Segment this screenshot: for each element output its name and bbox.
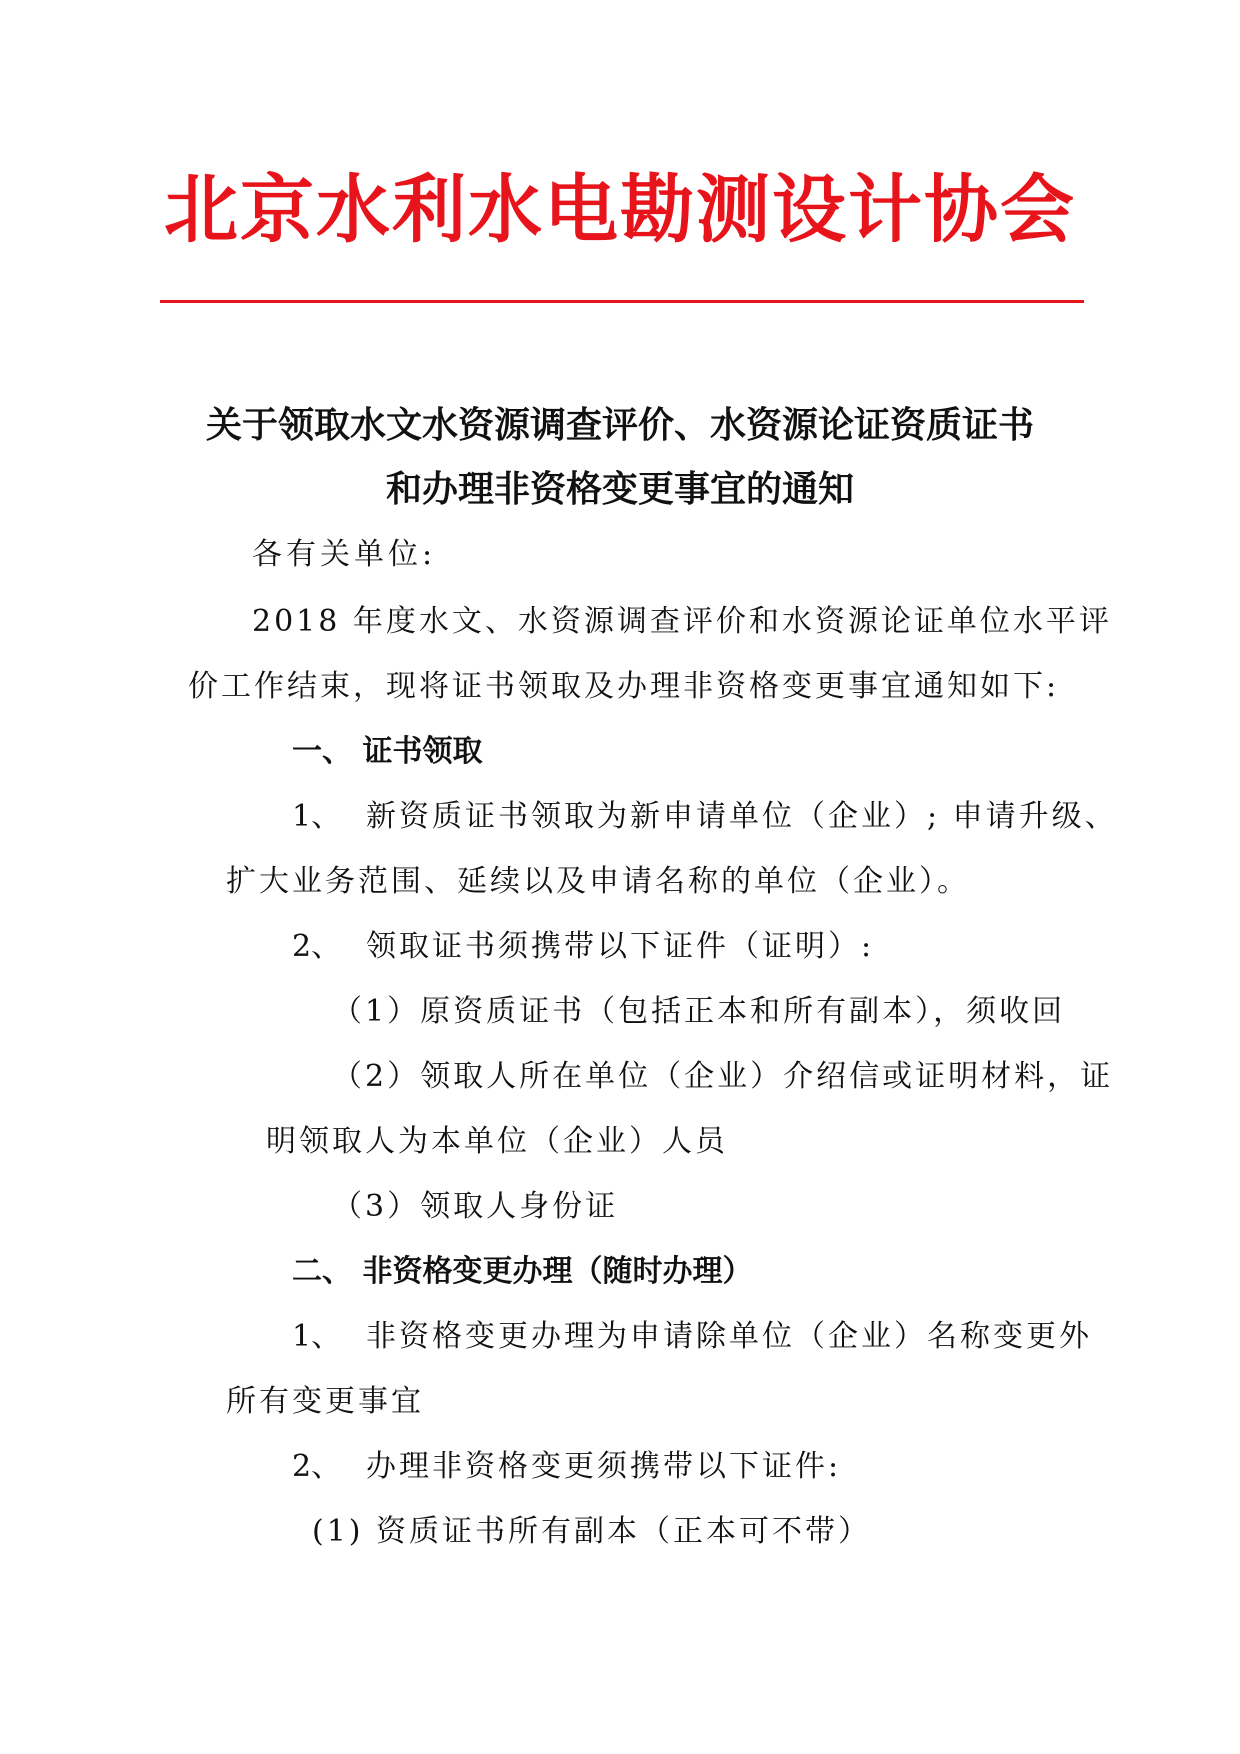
intro-line-2: 价工作结束，现将证书领取及办理非资格变更事宜通知如下: <box>188 669 1060 704</box>
section-1-item-2-sub-2-line-2: 明领取人为本单位（企业）人员 <box>266 1124 728 1159</box>
letterhead-org-name: 北京水利水电勘测设计协会 <box>164 167 1076 253</box>
section-2-item-1-number: 1、 <box>292 1319 342 1354</box>
section-2-item-2-sub-1: (1) 资质证书所有副本（正本可不带） <box>312 1514 872 1549</box>
section-1-item-1-number: 1、 <box>292 799 342 834</box>
section-2-item-2-number: 2、 <box>292 1449 342 1484</box>
intro-line-1: 2018 年度水文、水资源调查评价和水资源论证单位水平评 <box>252 604 1112 639</box>
letterhead-divider <box>160 300 1084 303</box>
section-1-item-2-sub-3: （3）领取人身份证 <box>332 1189 619 1224</box>
section-1-heading: 一、 证书领取 <box>292 734 483 769</box>
section-1-item-1-line-1: 新资质证书领取为新申请单位（企业）; 申请升级、 <box>366 799 1118 834</box>
section-2-item-2-line-1: 办理非资格变更须携带以下证件: <box>366 1449 842 1484</box>
salutation: 各有关单位: <box>252 537 437 572</box>
section-2-heading: 二、 非资格变更办理（随时办理） <box>292 1254 753 1289</box>
document-title-line-1: 关于领取水文水资源调查评价、水资源论证资质证书 <box>205 404 1034 446</box>
section-1-item-2-line-1: 领取证书须携带以下证件（证明）: <box>366 929 875 964</box>
document-title-line-2: 和办理非资格变更事宜的通知 <box>385 468 854 510</box>
section-1-item-2-sub-2-line-1: （2）领取人所在单位（企业）介绍信或证明材料，证 <box>332 1059 1114 1094</box>
section-1-item-2-sub-1: （1）原资质证书（包括正本和所有副本），须收回 <box>332 994 1066 1029</box>
section-2-item-1-line-1: 非资格变更办理为申请除单位（企业）名称变更外 <box>366 1319 1092 1354</box>
section-2-item-1-line-2: 所有变更事宜 <box>226 1384 424 1419</box>
section-1-item-1-line-2: 扩大业务范围、延续以及申请名称的单位（企业）。 <box>226 864 970 899</box>
section-1-item-2-number: 2、 <box>292 929 342 964</box>
